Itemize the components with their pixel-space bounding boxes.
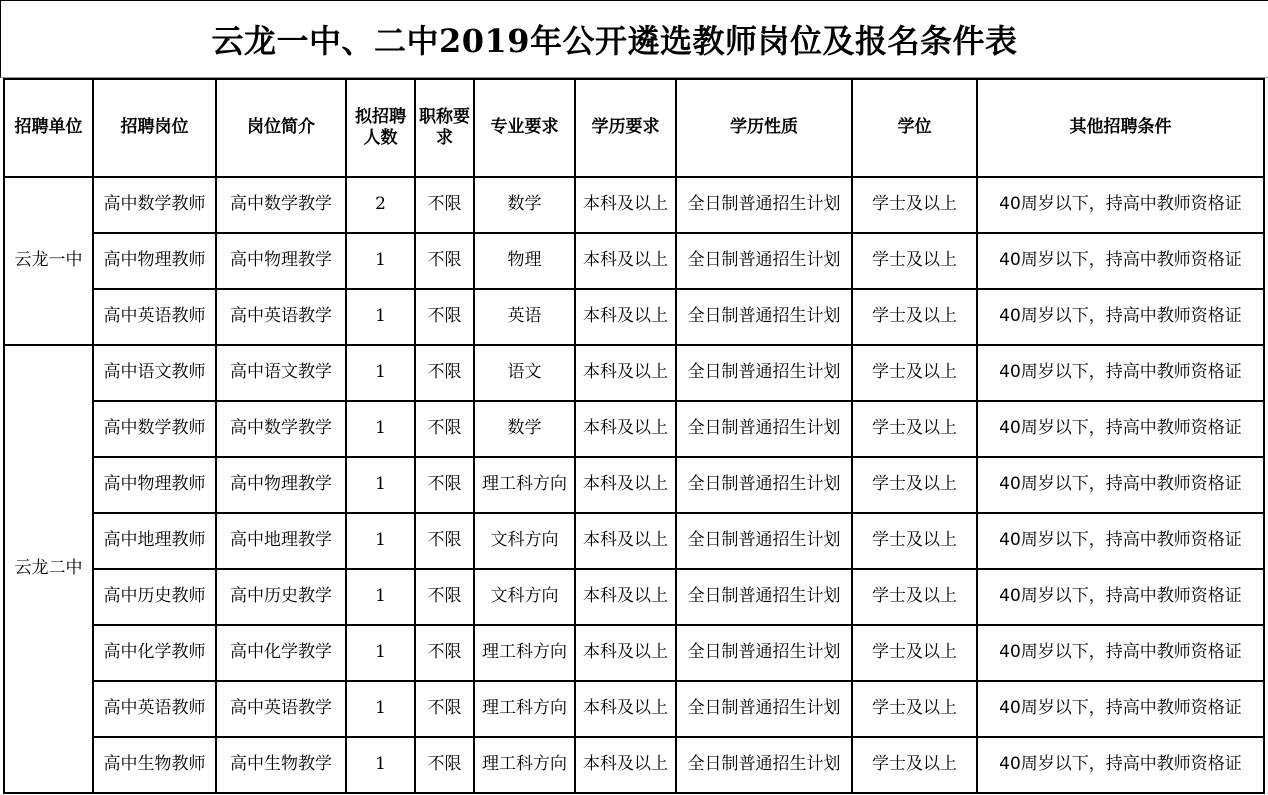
cell-education-type[interactable]: 全日制普通招生计划 (676, 737, 852, 793)
table-row (4, 345, 1264, 401)
cell-description[interactable]: 高中数学教学 (216, 177, 346, 233)
cell-title-requirement[interactable]: 不限 (415, 457, 474, 513)
table-row (4, 569, 1264, 625)
cell-education-type[interactable]: 全日制普通招生计划 (676, 625, 852, 681)
cell-education-type[interactable]: 全日制普通招生计划 (676, 513, 852, 569)
cell-title-requirement[interactable]: 不限 (415, 681, 474, 737)
cell-headcount[interactable]: 1 (346, 737, 415, 793)
cell-degree[interactable]: 学士及以上 (852, 737, 977, 793)
cell-description[interactable]: 高中地理教学 (216, 513, 346, 569)
cell-education-type[interactable]: 全日制普通招生计划 (676, 457, 852, 513)
cell-degree[interactable]: 学士及以上 (852, 681, 977, 737)
cell-education[interactable]: 本科及以上 (575, 401, 676, 457)
cell-position[interactable]: 高中地理教师 (93, 513, 216, 569)
cell-education-type[interactable]: 全日制普通招生计划 (676, 569, 852, 625)
cell-degree[interactable]: 学士及以上 (852, 569, 977, 625)
cell-education[interactable]: 本科及以上 (575, 233, 676, 289)
cell-education-type[interactable]: 全日制普通招生计划 (676, 345, 852, 401)
cell-education[interactable]: 本科及以上 (575, 625, 676, 681)
header-headcount[interactable]: 拟招聘人数 (346, 79, 415, 177)
cell-education-type[interactable]: 全日制普通招生计划 (676, 289, 852, 345)
cell-description[interactable]: 高中英语教学 (216, 289, 346, 345)
table-row (4, 289, 1264, 345)
cell-other-conditions[interactable]: 40周岁以下，持高中教师资格证 (977, 737, 1264, 793)
cell-title-requirement[interactable]: 不限 (415, 289, 474, 345)
table-row (4, 457, 1264, 513)
cell-major[interactable]: 理工科方向 (474, 737, 575, 793)
table-row (4, 513, 1264, 569)
cell-degree[interactable]: 学士及以上 (852, 289, 977, 345)
cell-headcount[interactable]: 2 (346, 177, 415, 233)
table-row (4, 737, 1264, 793)
cell-major[interactable]: 理工科方向 (474, 457, 575, 513)
cell-title-requirement[interactable]: 不限 (415, 737, 474, 793)
cell-degree[interactable]: 学士及以上 (852, 401, 977, 457)
cell-description[interactable]: 高中历史教学 (216, 569, 346, 625)
cell-education-type[interactable]: 全日制普通招生计划 (676, 177, 852, 233)
cell-position[interactable]: 高中历史教师 (93, 569, 216, 625)
cell-position[interactable]: 高中物理教师 (93, 457, 216, 513)
cell-major[interactable]: 数学 (474, 177, 575, 233)
cell-other-conditions[interactable]: 40周岁以下，持高中教师资格证 (977, 457, 1264, 513)
cell-title-requirement[interactable]: 不限 (415, 177, 474, 233)
cell-title-requirement[interactable]: 不限 (415, 625, 474, 681)
header-education-type[interactable]: 学历性质 (676, 79, 852, 177)
cell-description[interactable]: 高中物理教学 (216, 457, 346, 513)
header-degree[interactable]: 学位 (852, 79, 977, 177)
cell-degree[interactable]: 学士及以上 (852, 457, 977, 513)
cell-position[interactable]: 高中英语教师 (93, 289, 216, 345)
cell-description[interactable]: 高中物理教学 (216, 233, 346, 289)
cell-unit[interactable]: 云龙一中 (4, 177, 93, 345)
cell-education-type[interactable]: 全日制普通招生计划 (676, 233, 852, 289)
table-title[interactable]: 云龙一中、二中2019年公开遴选教师岗位及报名条件表 (0, 0, 1268, 78)
header-description[interactable]: 岗位简介 (216, 79, 346, 177)
cell-headcount[interactable]: 1 (346, 401, 415, 457)
cell-education[interactable]: 本科及以上 (575, 289, 676, 345)
cell-headcount[interactable]: 1 (346, 625, 415, 681)
cell-position[interactable]: 高中数学教师 (93, 401, 216, 457)
cell-title-requirement[interactable]: 不限 (415, 345, 474, 401)
table-row (4, 233, 1264, 289)
cell-degree[interactable]: 学士及以上 (852, 513, 977, 569)
cell-other-conditions[interactable]: 40周岁以下，持高中教师资格证 (977, 345, 1264, 401)
cell-unit[interactable]: 云龙二中 (4, 345, 93, 793)
cell-position[interactable]: 高中数学教师 (93, 177, 216, 233)
cell-degree[interactable]: 学士及以上 (852, 345, 977, 401)
table-row (4, 625, 1264, 681)
cell-degree[interactable]: 学士及以上 (852, 177, 977, 233)
cell-major[interactable]: 理工科方向 (474, 625, 575, 681)
header-row (4, 79, 1264, 177)
cell-description[interactable]: 高中生物教学 (216, 737, 346, 793)
cell-major[interactable]: 语文 (474, 345, 575, 401)
cell-education-type[interactable]: 全日制普通招生计划 (676, 401, 852, 457)
cell-major[interactable]: 物理 (474, 233, 575, 289)
cell-position[interactable]: 高中语文教师 (93, 345, 216, 401)
recruitment-table (3, 78, 1265, 794)
cell-title-requirement[interactable]: 不限 (415, 569, 474, 625)
cell-position[interactable]: 高中化学教师 (93, 625, 216, 681)
header-major[interactable]: 专业要求 (474, 79, 575, 177)
cell-headcount[interactable]: 1 (346, 233, 415, 289)
cell-major[interactable]: 文科方向 (474, 569, 575, 625)
cell-education[interactable]: 本科及以上 (575, 513, 676, 569)
cell-education[interactable]: 本科及以上 (575, 569, 676, 625)
cell-other-conditions[interactable]: 40周岁以下，持高中教师资格证 (977, 625, 1264, 681)
cell-education[interactable]: 本科及以上 (575, 345, 676, 401)
cell-position[interactable]: 高中英语教师 (93, 681, 216, 737)
cell-other-conditions[interactable]: 40周岁以下，持高中教师资格证 (977, 681, 1264, 737)
cell-major[interactable]: 文科方向 (474, 513, 575, 569)
cell-education[interactable]: 本科及以上 (575, 737, 676, 793)
cell-description[interactable]: 高中英语教学 (216, 681, 346, 737)
table-body (4, 177, 1264, 793)
cell-degree[interactable]: 学士及以上 (852, 625, 977, 681)
cell-headcount[interactable]: 1 (346, 457, 415, 513)
cell-headcount[interactable]: 1 (346, 345, 415, 401)
cell-description[interactable]: 高中数学教学 (216, 401, 346, 457)
cell-other-conditions[interactable]: 40周岁以下，持高中教师资格证 (977, 569, 1264, 625)
header-position[interactable]: 招聘岗位 (93, 79, 216, 177)
cell-education[interactable]: 本科及以上 (575, 681, 676, 737)
cell-other-conditions[interactable]: 40周岁以下，持高中教师资格证 (977, 233, 1264, 289)
cell-major[interactable]: 数学 (474, 401, 575, 457)
table-row (4, 681, 1264, 737)
cell-description[interactable]: 高中语文教学 (216, 345, 346, 401)
cell-education[interactable]: 本科及以上 (575, 457, 676, 513)
cell-title-requirement[interactable]: 不限 (415, 401, 474, 457)
table-row (4, 177, 1264, 233)
cell-other-conditions[interactable]: 40周岁以下，持高中教师资格证 (977, 177, 1264, 233)
cell-title-requirement[interactable]: 不限 (415, 513, 474, 569)
cell-position[interactable]: 高中物理教师 (93, 233, 216, 289)
cell-other-conditions[interactable]: 40周岁以下，持高中教师资格证 (977, 401, 1264, 457)
cell-description[interactable]: 高中化学教学 (216, 625, 346, 681)
cell-position[interactable]: 高中生物教师 (93, 737, 216, 793)
cell-other-conditions[interactable]: 40周岁以下，持高中教师资格证 (977, 289, 1264, 345)
table-row (4, 401, 1264, 457)
header-education[interactable]: 学历要求 (575, 79, 676, 177)
cell-headcount[interactable]: 1 (346, 289, 415, 345)
cell-headcount[interactable]: 1 (346, 513, 415, 569)
cell-education[interactable]: 本科及以上 (575, 177, 676, 233)
header-title-requirement[interactable]: 职称要求 (415, 79, 474, 177)
header-unit[interactable]: 招聘单位 (4, 79, 93, 177)
header-other-conditions[interactable]: 其他招聘条件 (977, 79, 1264, 177)
cell-headcount[interactable]: 1 (346, 569, 415, 625)
cell-other-conditions[interactable]: 40周岁以下，持高中教师资格证 (977, 513, 1264, 569)
cell-major[interactable]: 英语 (474, 289, 575, 345)
cell-headcount[interactable]: 1 (346, 681, 415, 737)
cell-title-requirement[interactable]: 不限 (415, 233, 474, 289)
cell-education-type[interactable]: 全日制普通招生计划 (676, 681, 852, 737)
cell-degree[interactable]: 学士及以上 (852, 233, 977, 289)
cell-major[interactable]: 理工科方向 (474, 681, 575, 737)
